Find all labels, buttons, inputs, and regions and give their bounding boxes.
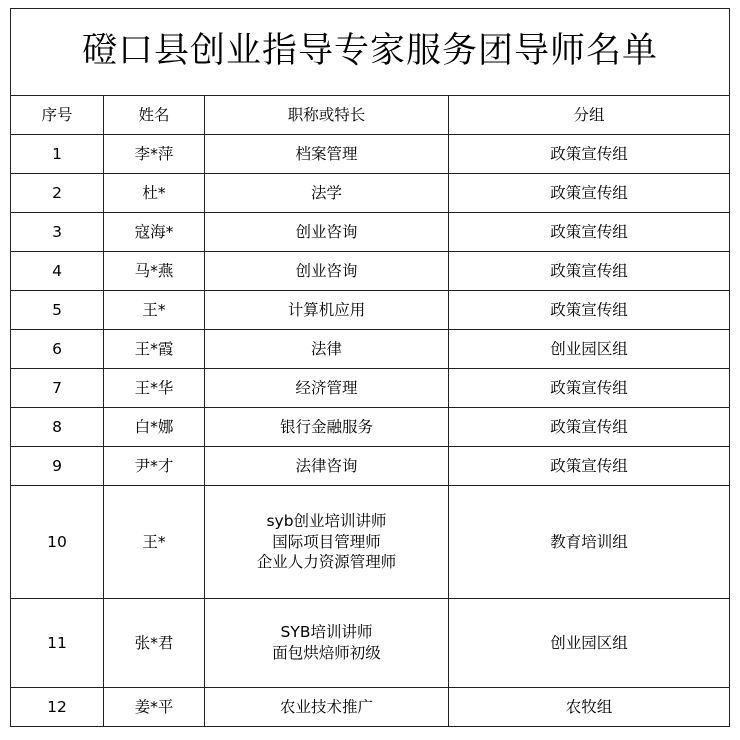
header-number: 序号	[11, 96, 104, 135]
cell-group: 创业园区组	[449, 330, 730, 369]
cell-name: 寇海*	[104, 213, 205, 252]
specialty-line: 银行金融服务	[279, 417, 373, 436]
specialty-line: 法律	[310, 339, 342, 358]
cell-specialty	[205, 135, 449, 174]
table-row	[11, 330, 730, 369]
specialty-line: 法学	[310, 183, 342, 202]
table-header-row	[11, 96, 730, 135]
cell-name: 白*娜	[104, 408, 205, 447]
cell-name: 王*霞	[104, 330, 205, 369]
cell-name: 王*	[104, 291, 205, 330]
specialty-line: 农业技术推广	[279, 697, 373, 716]
cell-group: 政策宣传组	[449, 408, 730, 447]
specialty-line: SYB培训讲师	[280, 623, 373, 642]
cell-name: 王*华	[104, 369, 205, 408]
cell-name: 王*	[104, 486, 205, 599]
cell-group: 政策宣传组	[449, 252, 730, 291]
cell-specialty	[205, 486, 449, 599]
cell-specialty	[205, 330, 449, 369]
cell-number: 9	[11, 447, 104, 486]
cell-name: 张*君	[104, 599, 205, 688]
cell-specialty	[205, 447, 449, 486]
table-row	[11, 291, 730, 330]
cell-specialty	[205, 369, 449, 408]
page-title: 磴口县创业指导专家服务团导师名单	[11, 9, 730, 96]
table-row	[11, 252, 730, 291]
cell-group: 政策宣传组	[449, 213, 730, 252]
cell-group: 政策宣传组	[449, 447, 730, 486]
cell-name: 李*萍	[104, 135, 205, 174]
specialty-line: 计算机应用	[287, 300, 366, 319]
cell-specialty	[205, 213, 449, 252]
table-row	[11, 408, 730, 447]
cell-number: 6	[11, 330, 104, 369]
specialty-line: 国际项目管理师	[272, 532, 381, 551]
specialty-line: syb创业培训讲师	[266, 511, 387, 530]
cell-group: 政策宣传组	[449, 369, 730, 408]
cell-specialty	[205, 291, 449, 330]
cell-name: 尹*才	[104, 447, 205, 486]
cell-number: 3	[11, 213, 104, 252]
cell-group: 政策宣传组	[449, 135, 730, 174]
cell-number: 1	[11, 135, 104, 174]
specialty-line: 面包烘焙师初级	[272, 644, 381, 662]
cell-group: 教育培训组	[449, 486, 730, 599]
cell-group: 农牧组	[449, 688, 730, 727]
specialty-line: 创业咨询	[295, 261, 358, 280]
table-row	[11, 599, 730, 688]
specialty-line: 企业人力资源管理师	[256, 553, 397, 572]
cell-number: 7	[11, 369, 104, 408]
cell-number: 8	[11, 408, 104, 447]
cell-number: 2	[11, 174, 104, 213]
cell-name: 马*燕	[104, 252, 205, 291]
cell-group: 政策宣传组	[449, 291, 730, 330]
cell-specialty	[205, 688, 449, 727]
table-row	[11, 213, 730, 252]
cell-group: 创业园区组	[449, 599, 730, 688]
table-row	[11, 447, 730, 486]
cell-specialty	[205, 408, 449, 447]
cell-number: 5	[11, 291, 104, 330]
specialty-line: 档案管理	[295, 144, 358, 163]
cell-number: 4	[11, 252, 104, 291]
header-name: 姓名	[104, 96, 205, 135]
specialty-line: 法律咨询	[295, 456, 358, 475]
table-row	[11, 174, 730, 213]
header-specialty: 职称或特长	[205, 96, 449, 135]
cell-name: 杜*	[104, 174, 205, 213]
roster-sheet	[10, 8, 729, 727]
cell-specialty	[205, 174, 449, 213]
cell-specialty	[205, 252, 449, 291]
mentor-roster-table	[10, 8, 730, 727]
table-row	[11, 486, 730, 599]
cell-name: 姜*平	[104, 688, 205, 727]
specialty-line: 经济管理	[295, 378, 358, 397]
cell-specialty	[205, 599, 449, 688]
specialty-line: 创业咨询	[295, 222, 358, 241]
cell-number: 10	[11, 486, 104, 599]
table-row	[11, 135, 730, 174]
cell-number: 11	[11, 599, 104, 688]
cell-number: 12	[11, 688, 104, 727]
table-row	[11, 688, 730, 727]
table-row	[11, 369, 730, 408]
cell-group: 政策宣传组	[449, 174, 730, 213]
header-group: 分组	[449, 96, 730, 135]
